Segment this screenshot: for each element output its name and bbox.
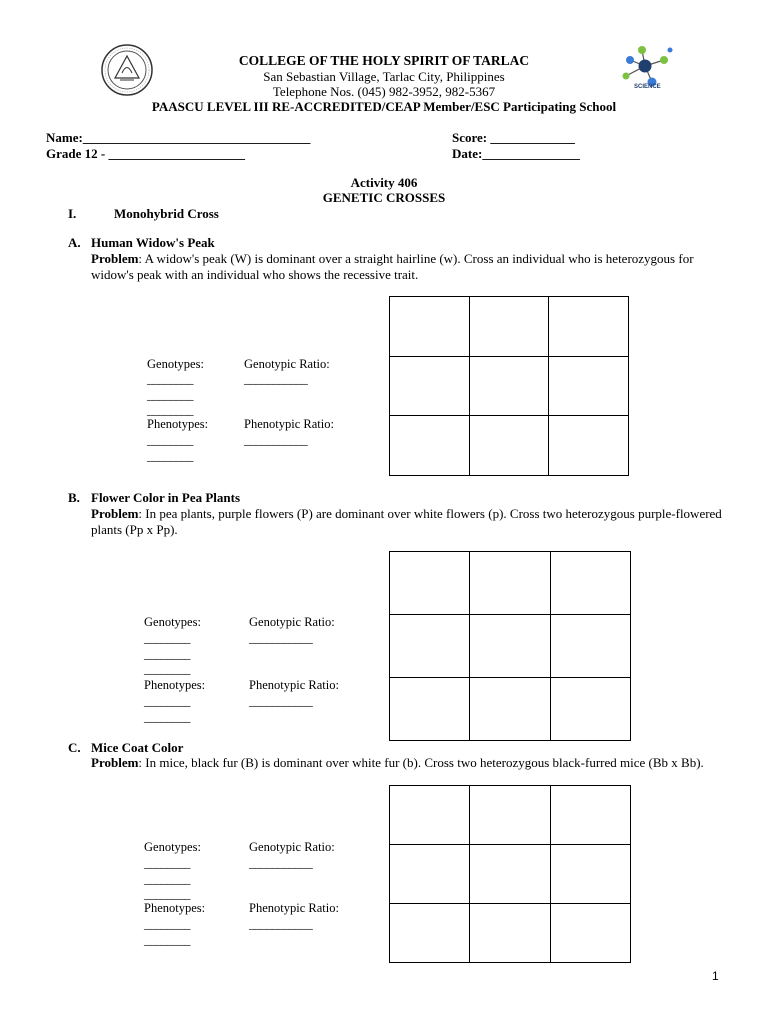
school-accreditation: PAASCU LEVEL III RE-ACCREDITED/CEAP Member/ESC Participating School <box>151 99 617 114</box>
punnett-cell[interactable] <box>550 786 630 845</box>
genotype-blank[interactable]: ________ <box>144 647 190 661</box>
genotype-blank[interactable]: ________ <box>147 372 193 386</box>
genotype-blank[interactable]: ________ <box>144 856 190 870</box>
punnett-square-a[interactable] <box>389 296 629 476</box>
punnett-cell[interactable] <box>470 904 550 963</box>
genotypic-ratio-label: Genotypic Ratio: <box>249 840 335 854</box>
punnett-cell[interactable] <box>390 615 470 678</box>
school-telephone: Telephone Nos. (045) 982-3952, 982-5367 <box>272 84 496 99</box>
punnett-cell[interactable] <box>469 297 549 357</box>
genotypic-ratio-blank[interactable]: ___________ <box>249 856 313 870</box>
punnett-cell[interactable] <box>470 615 550 678</box>
genotype-blank[interactable]: ________ <box>144 631 190 645</box>
phenotypes-label: Phenotypes: <box>147 417 209 431</box>
phenotypes-label: Phenotypes: <box>144 678 206 692</box>
phenotypic-ratio-label: Phenotypic Ratio: <box>249 901 339 915</box>
punnett-cell[interactable] <box>390 845 470 904</box>
part-title: Monohybrid Cross <box>114 206 219 221</box>
phenotypic-ratio-blank[interactable]: ___________ <box>244 433 308 447</box>
genotypes-label: Genotypes: <box>144 615 201 629</box>
section-a-problem-text: : A widow's peak (W) is dominant over a straight hairline (w). Cross an individual who is heterozygous for widow's peak with an individual who shows the recessive trait. <box>91 251 694 282</box>
punnett-square-b[interactable] <box>389 551 631 741</box>
punnett-cell[interactable] <box>550 845 630 904</box>
section-a-letter: A. <box>68 235 81 250</box>
punnett-cell[interactable] <box>470 678 550 741</box>
genotypes-label: Genotypes: <box>147 357 204 371</box>
punnett-cell[interactable] <box>390 786 470 845</box>
school-name: COLLEGE OF THE HOLY SPIRIT OF TARLAC <box>238 53 530 68</box>
section-c-letter: C. <box>68 740 81 755</box>
punnett-cell[interactable] <box>550 904 630 963</box>
phenotypic-ratio-blank[interactable]: ___________ <box>249 694 313 708</box>
genotypic-ratio-label: Genotypic Ratio: <box>244 357 330 371</box>
genotypic-ratio-label: Genotypic Ratio: <box>249 615 335 629</box>
phenotypes-label: Phenotypes: <box>144 901 206 915</box>
phenotype-blank[interactable]: ________ <box>144 710 190 724</box>
phenotypic-ratio-label: Phenotypic Ratio: <box>249 678 339 692</box>
genotype-blank[interactable]: ________ <box>144 887 190 901</box>
activity-number: Activity 406 <box>350 175 418 190</box>
phenotype-blank[interactable]: ________ <box>144 694 190 708</box>
punnett-cell[interactable] <box>549 356 629 416</box>
page-number: 1 <box>712 969 719 983</box>
section-c-title: Mice Coat Color <box>91 740 184 755</box>
problem-label: Problem <box>91 251 139 266</box>
date-field[interactable]: Date:_______________ <box>452 146 580 161</box>
problem-label: Problem <box>91 755 139 770</box>
section-c-problem-text: : In mice, black fur (B) is dominant over white fur (b). Cross two heterozygous black-furred mice (Bb x Bb). <box>138 755 704 770</box>
activity-title: GENETIC CROSSES <box>322 190 446 205</box>
score-field[interactable]: Score: _____________ <box>452 130 575 145</box>
part-numeral: I. <box>68 206 77 221</box>
punnett-cell[interactable] <box>390 678 470 741</box>
genotype-blank[interactable]: ________ <box>147 388 193 402</box>
punnett-cell[interactable] <box>549 416 629 476</box>
section-a-title: Human Widow's Peak <box>91 235 215 250</box>
punnett-cell[interactable] <box>390 356 470 416</box>
punnett-cell[interactable] <box>469 416 549 476</box>
punnett-cell[interactable] <box>469 356 549 416</box>
school-address: San Sebastian Village, Tarlac City, Philippines <box>263 69 505 84</box>
science-logo-text: SCIENCE <box>634 84 661 90</box>
punnett-cell[interactable] <box>390 552 470 615</box>
section-b-problem <box>91 506 731 538</box>
punnett-cell[interactable] <box>470 552 550 615</box>
section-c-problem <box>91 755 711 771</box>
genotypic-ratio-blank[interactable]: ___________ <box>244 372 308 386</box>
section-b-problem-text: : In pea plants, purple flowers (P) are dominant over white flowers (p). Cross two heterozygous purple-flowered plants (Pp x Pp). <box>91 506 722 537</box>
punnett-cell[interactable] <box>390 904 470 963</box>
name-field[interactable]: Name:___________________________________ <box>46 130 311 145</box>
punnett-cell[interactable] <box>470 786 550 845</box>
genotypic-ratio-blank[interactable]: ___________ <box>249 631 313 645</box>
phenotype-blank[interactable]: ________ <box>144 917 190 931</box>
punnett-cell[interactable] <box>390 416 470 476</box>
phenotype-blank[interactable]: ________ <box>147 433 193 447</box>
punnett-cell[interactable] <box>550 678 630 741</box>
grade-field[interactable]: Grade 12 - _____________________ <box>46 146 245 161</box>
genotype-blank[interactable]: ________ <box>144 662 190 676</box>
phenotypic-ratio-blank[interactable]: ___________ <box>249 917 313 931</box>
section-a-problem <box>91 251 703 283</box>
problem-label: Problem <box>91 506 139 521</box>
phenotypic-ratio-label: Phenotypic Ratio: <box>244 417 334 431</box>
punnett-square-c[interactable] <box>389 785 631 963</box>
punnett-cell[interactable] <box>470 845 550 904</box>
genotype-blank[interactable]: ________ <box>144 872 190 886</box>
punnett-cell[interactable] <box>550 552 630 615</box>
punnett-cell[interactable] <box>549 297 629 357</box>
genotypes-label: Genotypes: <box>144 840 201 854</box>
phenotype-blank[interactable]: ________ <box>147 449 193 463</box>
section-b-letter: B. <box>68 490 80 505</box>
punnett-cell[interactable] <box>550 615 630 678</box>
genotype-blank[interactable]: ________ <box>147 403 193 417</box>
section-b-title: Flower Color in Pea Plants <box>91 490 241 505</box>
phenotype-blank[interactable]: ________ <box>144 933 190 947</box>
punnett-cell[interactable] <box>390 297 470 357</box>
